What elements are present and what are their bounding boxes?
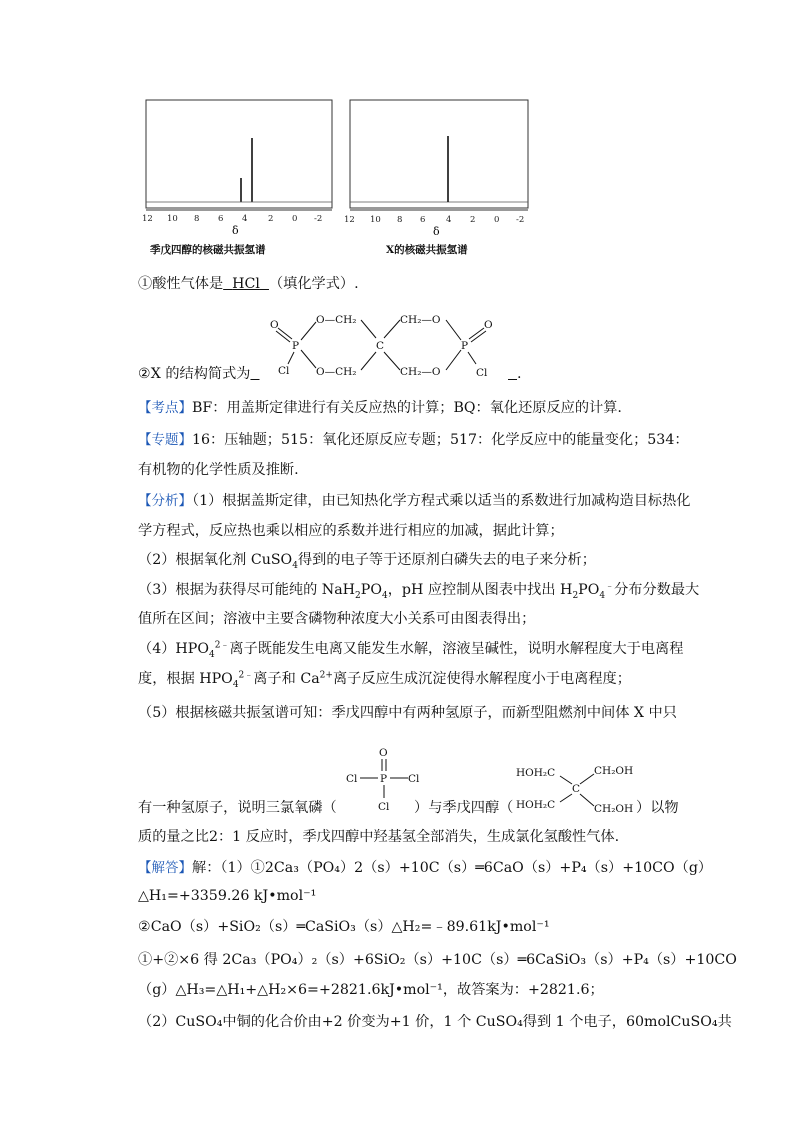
nmr-right-tick: 12: [344, 215, 355, 225]
fenxi-line-5: 值所在区间；溶液中主要含磷物种浓度大小关系可由图表得出；: [138, 611, 536, 627]
hcl-answer: HCl: [232, 276, 260, 292]
fenxi-line-2: 学方程式，反应热也乘以相应的系数并进行相应的加减，据此计算；: [138, 523, 564, 539]
nmr-left-tick: 12: [142, 214, 153, 224]
nmr-figure-right: [340, 98, 536, 260]
svg-text:Cl: Cl: [346, 773, 358, 785]
zhuanti-line-2: 有机物的化学性质及推断.: [138, 462, 299, 478]
jieda-line-6: （2）CuSO₄中铜的化合价由+2 价变为+1 价，1 个 CuSO₄得到 1 个电子，60molCuSO₄共: [138, 1014, 732, 1030]
jieda-line-1: 【解答】解：（1）①2Ca₃（PO₄）2（s）+10C（s）═6CaO（s）+P₄（s）+10CO（g）: [138, 860, 713, 876]
svg-text:CH₂OH: CH₂OH: [594, 765, 634, 777]
nmr-right-tick: 0: [494, 215, 500, 225]
nmr-right-tick: 8: [397, 215, 403, 225]
svg-text:Cl: Cl: [408, 773, 420, 785]
jieda-line-4: ①+②×6 得 2Ca₃（PO₄）₂（s）+6SiO₂（s）+10C（s）═6CaSiO₃（s）+P₄（s）+10CO: [138, 952, 737, 968]
jieda-tag: 【解答】: [138, 860, 192, 876]
svg-text:HOH₂C: HOH₂C: [516, 799, 556, 811]
svg-text:O—CH₂: O—CH₂: [316, 314, 357, 326]
fenxi-line-6: $(4)HPO_4^{2﹣}$离子既能发生电离又能发生水解，溶液呈碱性，说明水解程度大于电离程: [138, 640, 684, 660]
svg-text:O—CH₂: O—CH₂: [316, 366, 357, 378]
nmr-right-tick: 2: [470, 215, 476, 225]
fenxi-line-9-mid: ）与季戊四醇（: [414, 800, 514, 816]
nmr-right-caption: X的核磁共振氢谱: [386, 244, 468, 256]
svg-text:O: O: [484, 319, 493, 331]
svg-text:P: P: [292, 340, 300, 352]
nmr-left-caption: 季戊四醇的核磁共振氢谱: [150, 244, 266, 256]
fenxi-line-9: 有一种氢原子，说明三氯氧磷（: [138, 800, 337, 816]
svg-text:O: O: [379, 747, 388, 759]
fenxi-line-10: 质的量之比2：1 反应时，季戊四醇中羟基氢全部消失，生成氯化氢酸性气体.: [138, 829, 620, 845]
nmr-left-tick: 6: [218, 214, 224, 224]
jieda-line-5: （g）△H₃=△H₁+△H₂×6=+2821.6kJ•mol⁻¹，故答案为：+2821.6；: [138, 982, 604, 998]
x-structure-formula: [258, 306, 528, 384]
jieda-line-3: ②CaO（s）+SiO₂（s）═CaSiO₃（s）△H₂=﹣89.61kJ•mol⁻¹: [138, 919, 550, 935]
nmr-right-axis-label: δ: [433, 225, 440, 238]
fenxi-line-9-end: ）以物: [636, 800, 679, 816]
svg-text:Cl: Cl: [476, 367, 488, 379]
svg-text:CH₂OH: CH₂OH: [594, 803, 634, 815]
svg-text:Cl: Cl: [278, 365, 290, 377]
kaodian-tag: 【考点】: [138, 400, 192, 416]
question-1-line: ①酸性气体是 HCl （填化学式）.: [138, 276, 359, 292]
nmr-left-tick: 2: [268, 214, 274, 224]
nmr-left-axis-label: δ: [232, 224, 239, 237]
question-2-line: ②X 的结构简式为: [138, 366, 251, 382]
jieda-line-2: △H₁=+3359.26 kJ•mol⁻¹: [138, 888, 317, 904]
fenxi-line-8: （5）根据核磁共振氢谱可知：季戊四醇中有两种氢原子，而新型阻燃剂中间体 X 中只: [138, 705, 677, 721]
fenxi-line-1: 【分析】（1）根据盖斯定律，由已知热化学方程式乘以适当的系数进行加减构造目标热化: [138, 493, 691, 509]
zhuanti-line-1: 【专题】16：压轴题；515：氧化还原反应专题；517：化学反应中的能量变化；534：: [138, 432, 689, 448]
fenxi-line-3: （2）根据氧化剂 CuSO$_4$得到的电子等于还原剂白磷失去的电子来分析；: [138, 552, 596, 571]
nmr-left-tick: 8: [194, 214, 200, 224]
svg-text:HOH₂C: HOH₂C: [516, 767, 556, 779]
svg-text:O: O: [270, 319, 279, 331]
svg-text:CH₂—O: CH₂—O: [400, 366, 441, 378]
kaodian-line: 【考点】BF：用盖斯定律进行有关反应热的计算；BQ：氧化还原反应的计算.: [138, 400, 622, 416]
fenxi-line-7: 度，根据 $HPO_4^{2﹣}$离子和 $Ca^{2+}$离子反应生成沉淀使得水解程度小于电离程度；: [138, 670, 631, 690]
nmr-left-tick: 0: [292, 214, 298, 224]
nmr-figure-left: [138, 98, 334, 260]
zhuanti-tag: 【专题】: [138, 432, 192, 448]
nmr-left-tick: 4: [242, 214, 248, 224]
svg-text:P: P: [380, 773, 388, 785]
svg-text:CH₂—O: CH₂—O: [400, 314, 441, 326]
nmr-left-tick: -2: [314, 214, 323, 224]
nmr-right-tick: 6: [420, 215, 426, 225]
pentaerythritol-structure: [516, 762, 646, 818]
svg-text:Cl: Cl: [378, 801, 390, 813]
nmr-right-tick: -2: [516, 215, 525, 225]
fenxi-tag: 【分析】: [138, 493, 192, 509]
question-2-end: .: [517, 366, 522, 382]
svg-text:P: P: [461, 340, 469, 352]
nmr-right-tick: 10: [370, 215, 381, 225]
nmr-right-tick: 4: [446, 215, 452, 225]
nmr-left-tick: 10: [167, 214, 178, 224]
svg-text:C: C: [376, 340, 385, 352]
svg-text:C: C: [572, 783, 581, 795]
fenxi-line-4: （3）根据为获得尽可能纯的 $NaH_2PO_4$，pH 应控制从图表中找出 $H_2PO_4^﹣$分布分数最大: [138, 581, 700, 601]
